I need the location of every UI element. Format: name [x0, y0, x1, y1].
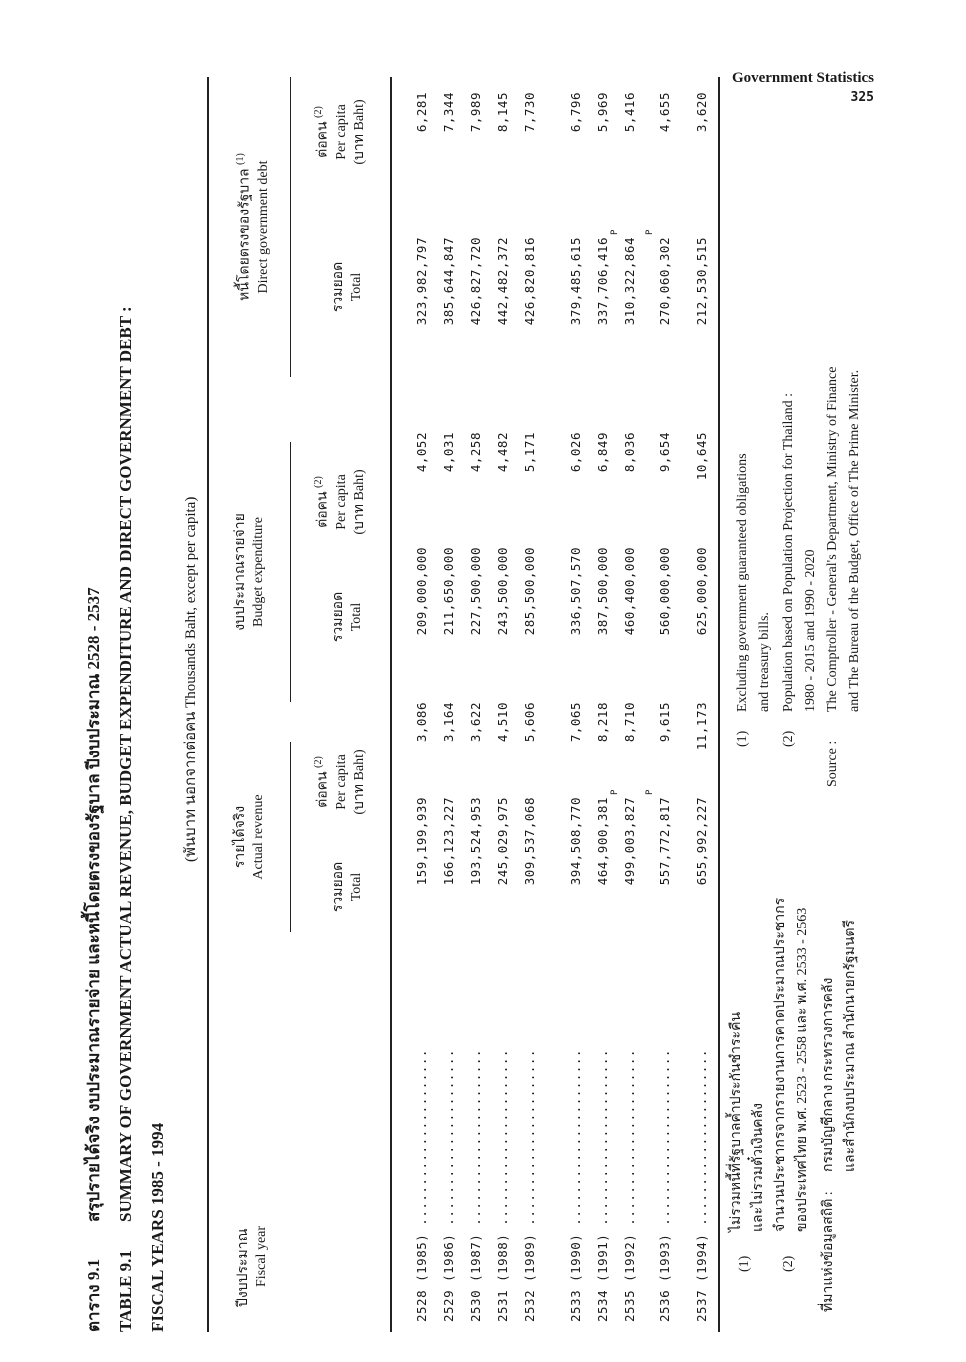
note-2-mark: (2) [781, 1255, 796, 1272]
note-2-th-line1: จำนวนประชากรจากรายงานการคาดประมาณประชากร [773, 897, 788, 1232]
cell-rev-pc: 8,218 [595, 702, 610, 743]
table-title [78, 62, 174, 1332]
section-title: Government Statistics [731, 70, 874, 86]
note-2-en-mark: (2) [781, 730, 796, 747]
cell-rev-total: 159,199,939 [414, 797, 429, 886]
table-row [564, 82, 590, 1322]
table-row [518, 82, 544, 1322]
cell-rev-total: 309,537,068 [522, 797, 537, 886]
source-th-label: ที่มาแห่งข้อมูลสถิติ : [821, 1191, 836, 1312]
budget-group-rule [290, 442, 291, 702]
cell-rev-pc: 8,710 [622, 702, 637, 743]
cell-rev-total: 245,029,975 [495, 797, 510, 886]
row-fiscal-year: 2532 (1989) ...................... [522, 1049, 537, 1322]
cell-debt-pc: 6,796 [568, 92, 583, 133]
cell-bud-total: 387,500,000 [595, 547, 610, 636]
row-fiscal-year: 2535 (1992) ...................... [622, 1049, 637, 1322]
note-1-en-line1: Excluding government guaranteed obligations [735, 453, 750, 712]
source-en-label: Source : [825, 740, 840, 787]
source-en-line2: and The Bureau of the Budget, Office of The Prime Minister. [847, 369, 862, 712]
title-th-label: ตาราง 9.1 [84, 1258, 103, 1332]
cell-bud-pc: 10,645 [694, 432, 709, 481]
header-revenue-percap: ต่อคน $^{(2)}$ Per capita (บาท Baht) [313, 749, 367, 815]
header-bottom-rule [390, 77, 392, 1332]
cell-bud-total: 209,000,000 [414, 547, 429, 636]
note-1-mark: (1) [737, 1255, 752, 1272]
cell-bud-pc: 6,026 [568, 432, 583, 473]
table-bottom-rule [718, 77, 720, 1332]
header-debt: หนี้โดยตรงของรัฐบาล $^{(1)}$ Direct government debt [235, 153, 271, 301]
source-en-line1: The Comptroller - General's Department, Ministry of Finance [825, 366, 840, 712]
note-2-en-line1: Population based on Population Projection for Thailand : [781, 393, 796, 712]
cell-debt-total: 270,060,302 [657, 237, 672, 326]
cell-debt-total: 442,482,372 [495, 237, 510, 326]
table-row [410, 82, 436, 1322]
title-en: SUMMARY OF GOVERNMENT ACTUAL REVENUE, BUDGET EXPENDITURE AND DIRECT GOVERNMENT DEBT : [116, 306, 135, 1222]
cell-rev-total: 166,123,227 [441, 797, 456, 886]
note-1-en-line2: and treasury bills. [757, 612, 772, 712]
cell-rev-pc: 4,510 [495, 702, 510, 743]
header-revenue: รายได้จริง Actual revenue [233, 794, 266, 880]
cell-rev-total: 193,524,953 [468, 797, 483, 886]
cell-bud-total: 243,500,000 [495, 547, 510, 636]
row-fiscal-year: 2528 (1985) ...................... [414, 1049, 429, 1322]
cell-bud-total: 560,000,000 [657, 547, 672, 636]
table-row [645, 82, 679, 1322]
header-budget: งบประมาณรายจ่าย Budget expenditure [233, 513, 266, 631]
cell-debt-pc: 4,655 [657, 92, 672, 133]
cell-debt-total: 426,827,720 [468, 237, 483, 326]
cell-debt-pc: 7,344 [441, 92, 456, 133]
cell-rev-pc: 3,164 [441, 702, 456, 743]
table-row [690, 82, 716, 1322]
debt-footnote-mark: (1) [235, 153, 246, 165]
page-number: 325 [850, 90, 874, 105]
source-th-line1: กรมบัญชีกลาง กระทรวงการคลัง [821, 977, 836, 1172]
row-fiscal-year: 2537 (1994) ...................... [694, 1049, 709, 1322]
header-budget-percap: ต่อคน $^{(2)}$ Per capita (บาท Baht) [313, 469, 367, 535]
header-debt-total: รวมยอด Total [331, 261, 364, 313]
row-fiscal-year: 2530 (1987) ...................... [468, 1049, 483, 1322]
cell-rev-total: 394,508,770 [568, 797, 583, 886]
header-fiscal-year: ปีงบประมาณ Fiscal year [236, 1225, 269, 1307]
cell-bud-pc: 6,849 [595, 432, 610, 473]
cell-debt-total: 337,706,416 [595, 237, 610, 326]
cell-bud-total: 227,500,000 [468, 547, 483, 636]
cell-debt-pc: 3,620 [694, 92, 709, 133]
cell-rev-pc: 11,173 [694, 702, 709, 751]
preliminary-mark: P [610, 229, 620, 235]
cell-debt-pc: 8,145 [495, 92, 510, 133]
row-fiscal-year: 2534 (1991) ...................... [595, 1049, 610, 1322]
preliminary-mark: P [645, 789, 655, 795]
cell-rev-pc: 3,086 [414, 702, 429, 743]
row-fiscal-year: 2531 (1988) ...................... [495, 1049, 510, 1322]
title-th: สรุปรายได้จริง งบประมาณรายจ่าย และหนี้โดยตรงของรัฐบาล ปีงบประมาณ 2528 - 2537 [84, 587, 103, 1222]
cell-debt-total: 310,322,864 [622, 237, 637, 326]
cell-bud-total: 336,507,570 [568, 547, 583, 636]
header-revenue-total: รวมยอด Total [331, 861, 364, 913]
row-fiscal-year: 2529 (1986) ...................... [441, 1049, 456, 1322]
row-fiscal-year: 2536 (1993) ...................... [657, 1049, 672, 1322]
cell-bud-pc: 4,258 [468, 432, 483, 473]
cell-rev-pc: 5,606 [522, 702, 537, 743]
note-1-th-line1: ไม่รวมหนี้ที่รัฐบาลค้ำประกันชำระคืน [729, 1011, 744, 1232]
header-debt-percap: ต่อคน $^{(2)}$ Per capita (บาท Baht) [313, 99, 367, 165]
table-row [437, 82, 463, 1322]
cell-bud-pc: 9,654 [657, 432, 672, 473]
table-row [591, 82, 617, 1322]
unit-note: (พันบาท นอกจากต่อคน Thousands Baht, except per capita) [183, 496, 199, 862]
cell-bud-pc: 5,171 [522, 432, 537, 473]
revenue-group-rule [290, 742, 291, 932]
cell-debt-pc: 7,730 [522, 92, 537, 133]
note-1-th-line2: และไม่รวมตั๋วเงินคลัง [751, 1103, 766, 1232]
header-budget-total: รวมยอด Total [331, 591, 364, 643]
cell-bud-pc: 4,031 [441, 432, 456, 473]
preliminary-mark: P [610, 789, 620, 795]
table-row [464, 82, 490, 1322]
cell-rev-pc: 7,065 [568, 702, 583, 743]
table-row [491, 82, 517, 1322]
preliminary-mark: P [645, 229, 655, 235]
note-2-th-line2: ของประเทศไทย พ.ศ. 2523 - 2558 และ พ.ศ. 2533 - 2563 [795, 907, 810, 1232]
title-en-sub: FISCAL YEARS 1985 - 1994 [148, 1122, 167, 1332]
cell-debt-pc: 6,281 [414, 92, 429, 133]
cell-bud-pc: 4,482 [495, 432, 510, 473]
source-th-line2: และสำนักงบประมาณ สำนักนายกรัฐมนตรี [843, 919, 858, 1172]
cell-debt-total: 323,982,797 [414, 237, 429, 326]
cell-rev-pc: 3,622 [468, 702, 483, 743]
table-top-rule [207, 77, 209, 1332]
table-row [610, 82, 644, 1322]
title-en-label: TABLE 9.1 [116, 1250, 135, 1332]
row-fiscal-year: 2533 (1990) ...................... [568, 1049, 583, 1322]
cell-rev-total: 655,992,227 [694, 797, 709, 886]
cell-rev-total: 499,003,827 [622, 797, 637, 886]
cell-bud-pc: 8,036 [622, 432, 637, 473]
cell-debt-total: 212,530,515 [694, 237, 709, 326]
cell-debt-total: 379,485,615 [568, 237, 583, 326]
cell-bud-total: 625,000,000 [694, 547, 709, 636]
note-1-en-mark: (1) [735, 730, 750, 747]
cell-debt-total: 426,820,816 [522, 237, 537, 326]
cell-debt-pc: 5,416 [622, 92, 637, 133]
cell-rev-total: 557,772,817 [657, 797, 672, 886]
cell-bud-pc: 4,052 [414, 432, 429, 473]
cell-bud-total: 285,500,000 [522, 547, 537, 636]
cell-debt-total: 385,644,847 [441, 237, 456, 326]
cell-debt-pc: 5,969 [595, 92, 610, 133]
cell-rev-total: 464,900,381 [595, 797, 610, 886]
cell-bud-total: 211,650,000 [441, 547, 456, 636]
cell-bud-total: 460,400,000 [622, 547, 637, 636]
cell-debt-pc: 7,989 [468, 92, 483, 133]
debt-group-rule [290, 77, 291, 377]
cell-rev-pc: 9,615 [657, 702, 672, 743]
note-2-en-line2: 1980 - 2015 and 1990 - 2020 [803, 549, 818, 712]
